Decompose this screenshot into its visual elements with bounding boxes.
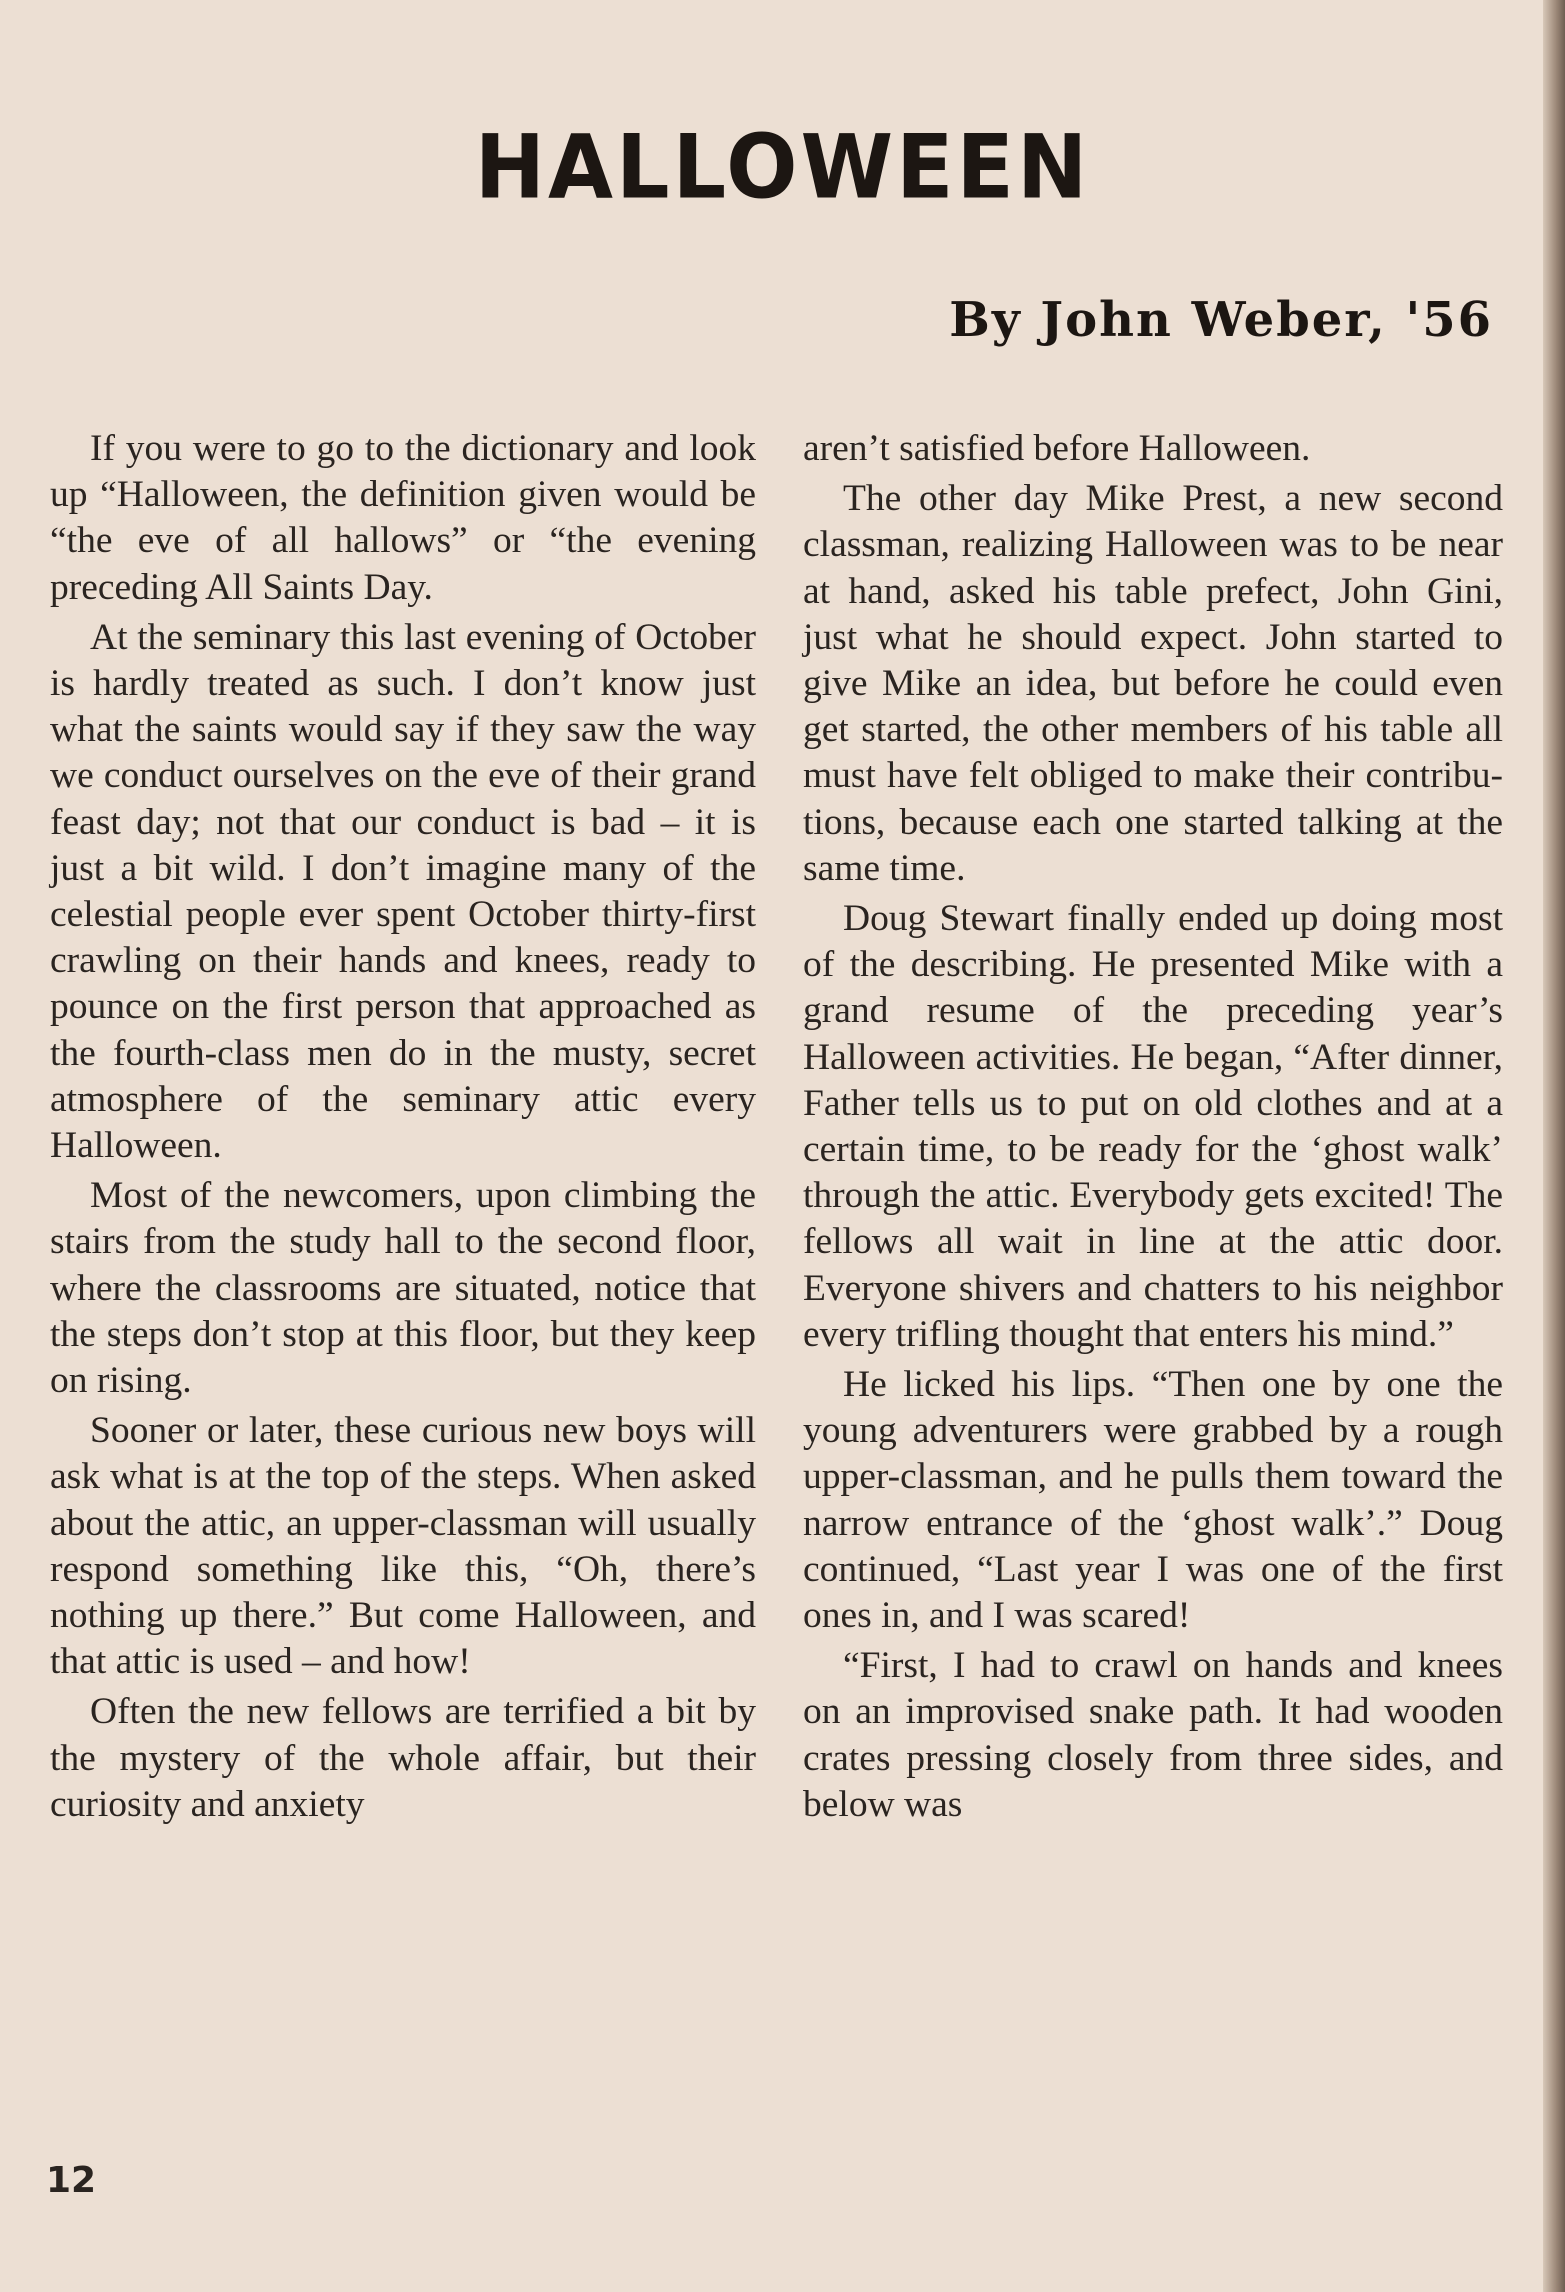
left-column [50, 426, 756, 1832]
paragraph: Most of the newcomers, upon climbing the stairs from the study hall to the second floor, where the classrooms are situated, notice that the steps don’t stop at this floor, but they keep on rising. [50, 1175, 756, 1402]
article-title: HALLOWEEN [474, 115, 1091, 219]
paragraph: Often the new fellows are terrified a bit by the mystery of the whole affair, but their curiosity and anxiety [50, 1691, 756, 1825]
paragraph: If you were to go to the dictionary and look up “Halloween, the definition given would be “the eve of all hallows” or “the evening preceding All Saints Day. [50, 428, 756, 608]
right-column [803, 426, 1503, 1832]
paragraph: He licked his lips. “Then one by one the young adventurers were grabbed by a rough upper-classman, and he pulls them toward the narrow entrance of the ‘ghost walk’.” Doug continued, “Last year I was one of the first ones in, and I was scared! [803, 1364, 1503, 1637]
article-byline: By John Weber, '56 [949, 292, 1493, 348]
paragraph-continuation: aren’t satisfied before Halloween. [803, 428, 1311, 469]
page-edge-shadow [1543, 0, 1565, 2292]
paragraph: Doug Stewart finally ended up doing most of the describing. He presented Mike with a grand resume of the preceding year’s Halloween activities. He began, “After dinner, Father tells us to put on old clothes and at a certain time, to be ready for the ‘ghost walk’ through the attic. Everybody gets excited! The fellows all wait in line at the attic door. Everyone shivers and chatters to his neighbor every trifling thought that enters his mind.” [803, 898, 1503, 1355]
paragraph: “First, I had to crawl on hands and knees on an improvised snake path. It had wooden crates pressing closely from three sides, and below was [803, 1645, 1503, 1825]
page-number: 12 [46, 2160, 97, 2201]
paragraph: The other day Mike Prest, a new second classman, realizing Halloween was to be near at hand, asked his table prefect, John Gini, just what he should expect. John started to give Mike an idea, but before he could even get started, the other members of his table all must have felt obliged to make their contributions, because each one started talking at the same time. [803, 478, 1503, 889]
paragraph: Sooner or later, these curious new boys will ask what is at the top of the steps. When asked about the attic, an upper-classman will usually respond something like this, “Oh, there’s nothing up there.” But come Halloween, and that attic is used – and how! [50, 1410, 756, 1683]
paragraph: At the seminary this last evening of October is hardly treated as such. I don’t know just what the saints would say if they saw the way we conduct ourselves on the eve of their grand feast day; not that our conduct is bad – it is just a bit wild. I don’t imagine many of the celestial people ever spent October thirty-first crawling on their hands and knees, ready to pounce on the first person that approached as the fourth-class men do in the musty, secret atmosphere of the seminary attic every Halloween. [50, 616, 756, 1167]
